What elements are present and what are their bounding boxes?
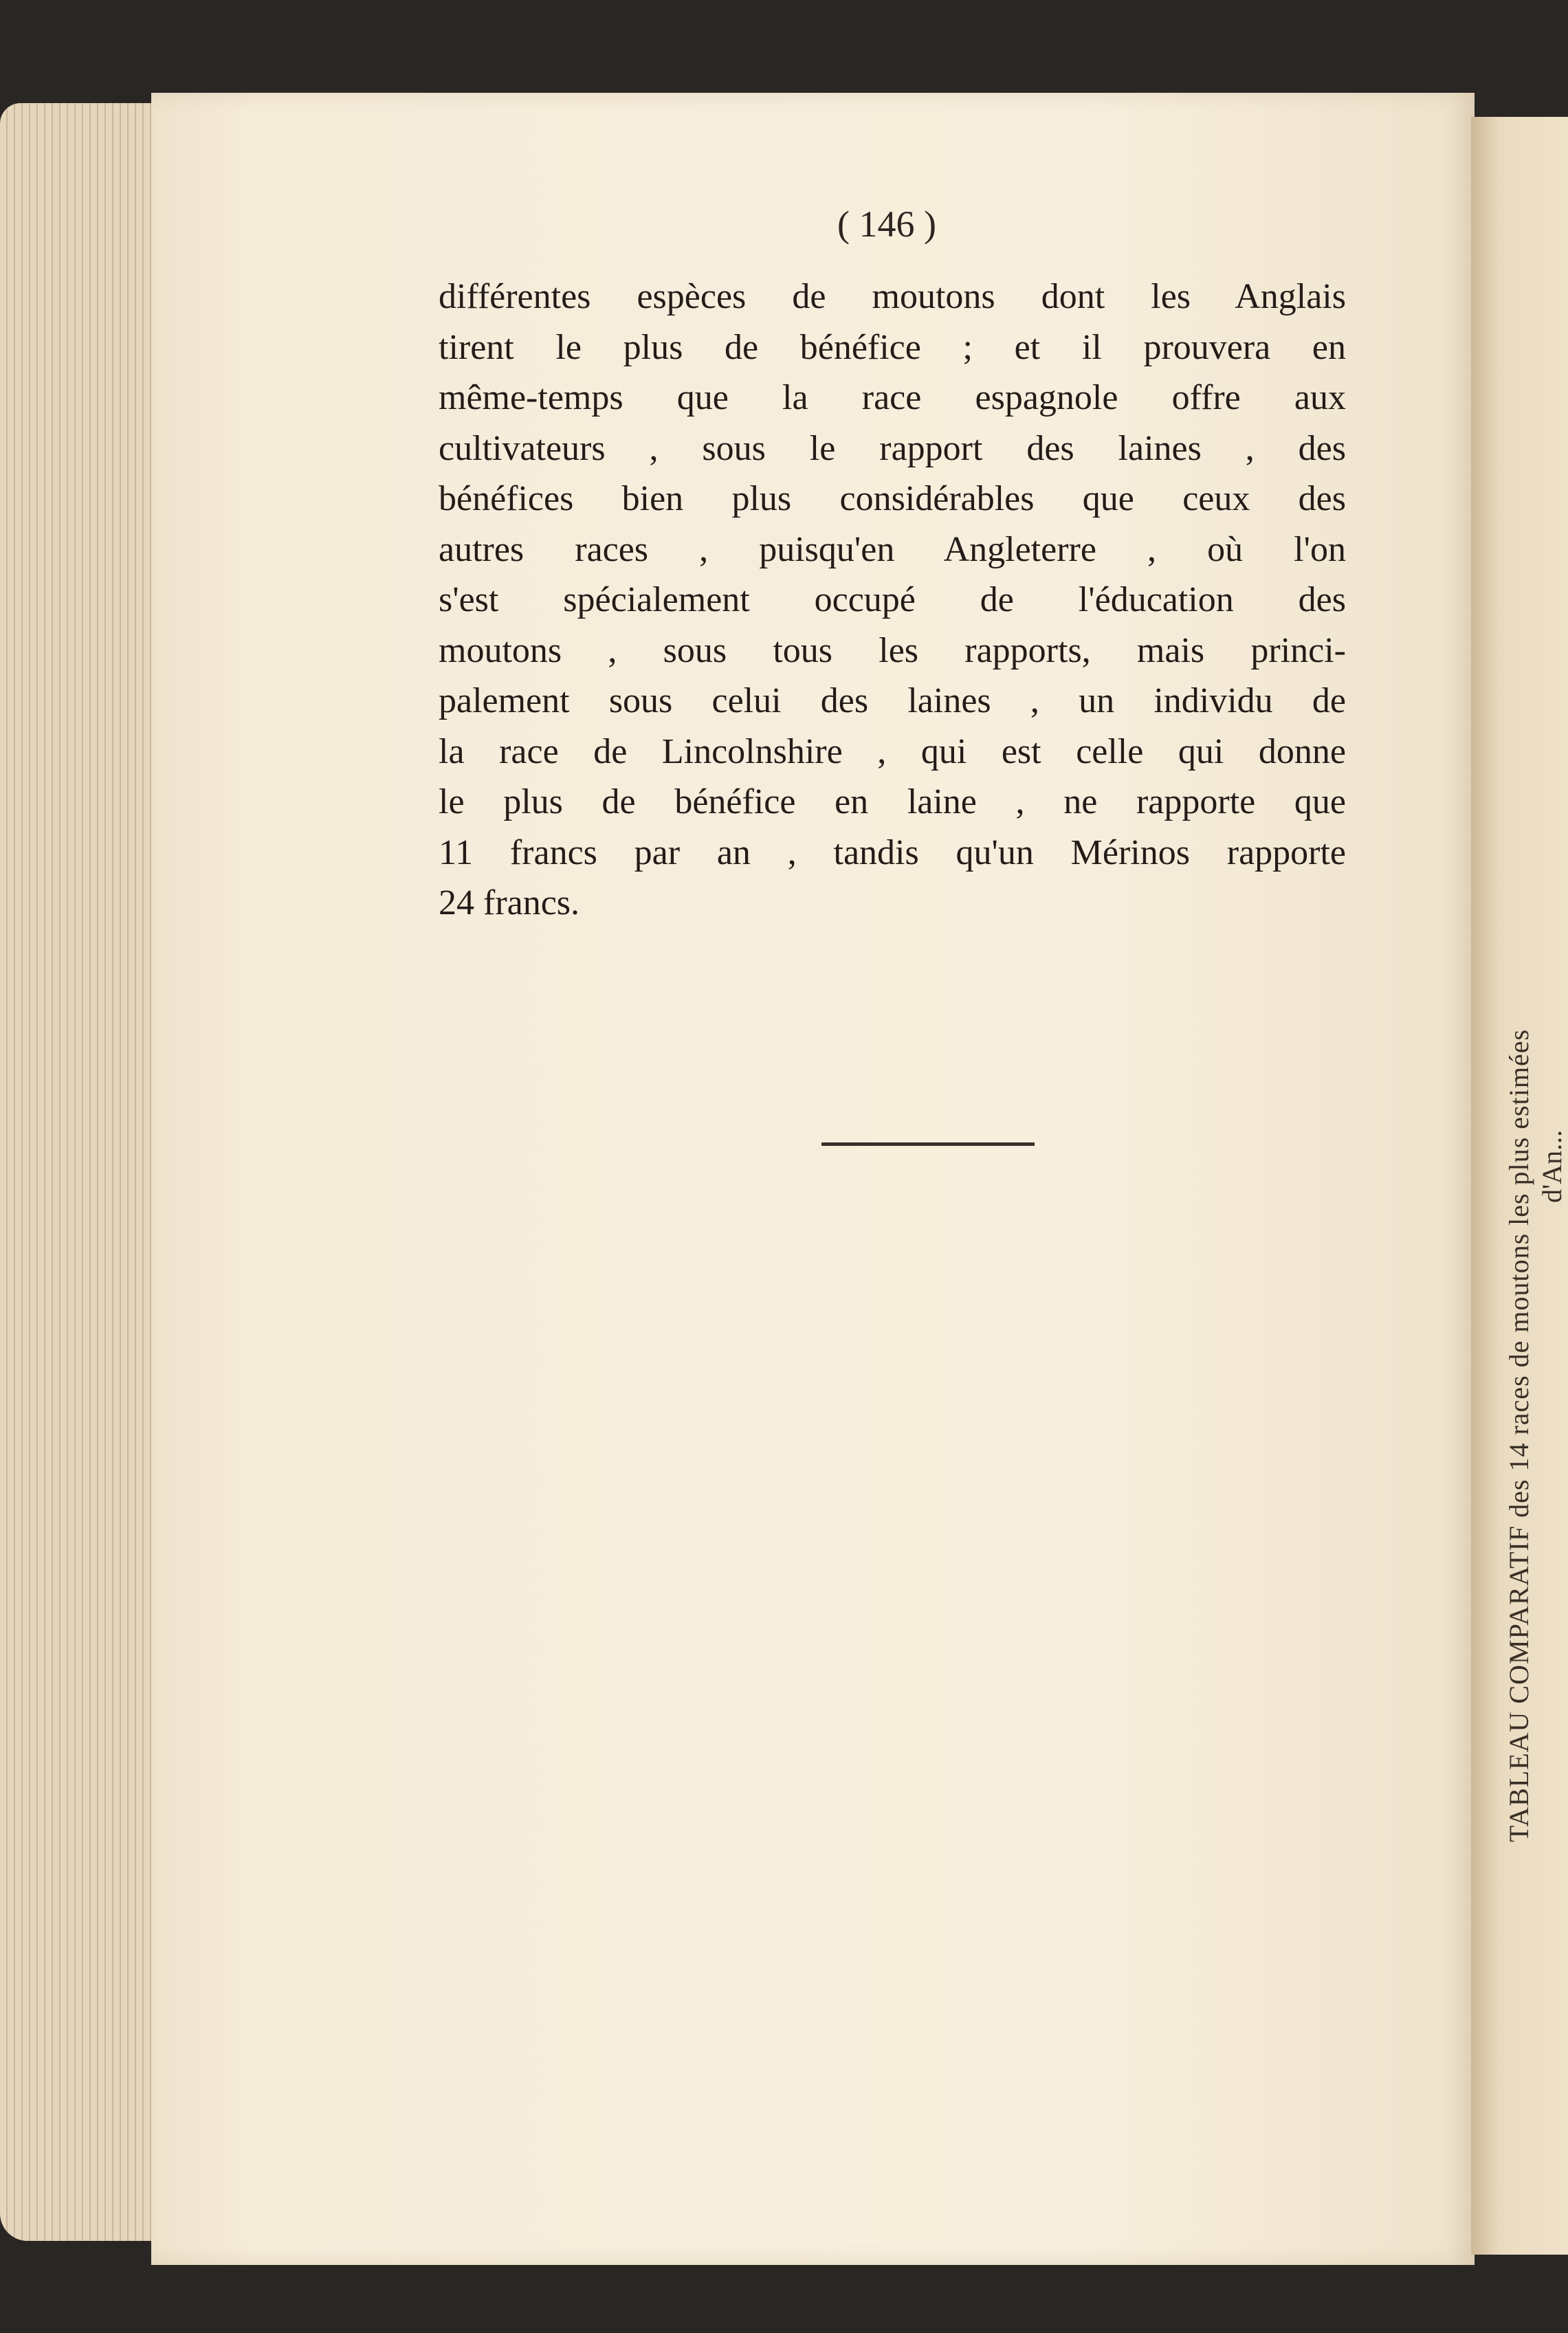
page-number: ( 146 ) [837, 203, 936, 245]
text-line: différentes espèces de moutons dont les Anglais [439, 277, 1346, 316]
foldout-subtitle: d'An... [1536, 1129, 1567, 1203]
text-line: palement sous celui des laines , un individu de [439, 681, 1346, 720]
text-line: le plus de bénéfice en laine , ne rapporte que [439, 782, 1346, 821]
text-line: moutons , sous tous les rapports, mais princi- [439, 630, 1346, 670]
text-line: s'est spécialement occupé de l'éducation des [439, 580, 1346, 619]
text-line: 24 francs. [439, 883, 580, 922]
section-rule [821, 1142, 1035, 1146]
text-line: autres races , puisqu'en Angleterre , où l'on [439, 529, 1346, 569]
text-line: 11 francs par an , tandis qu'un Mérinos rapporte [439, 832, 1346, 872]
text-line: tirent le plus de bénéfice ; et il prouvera en [439, 327, 1346, 367]
text-line: la race de Lincolnshire , qui est celle qui donne [439, 731, 1346, 771]
foldout-title: TABLEAU COMPARATIF des 14 races de moutons les plus estimées [1503, 1028, 1534, 1842]
text-line: bénéfices bien plus considérables que ceux des [439, 479, 1346, 518]
text-line: cultivateurs , sous le rapport des laines , des [439, 428, 1346, 468]
page-edges [0, 103, 165, 2241]
body-text [439, 272, 1346, 929]
text-line: même-temps que la race espagnole offre aux [439, 378, 1346, 417]
